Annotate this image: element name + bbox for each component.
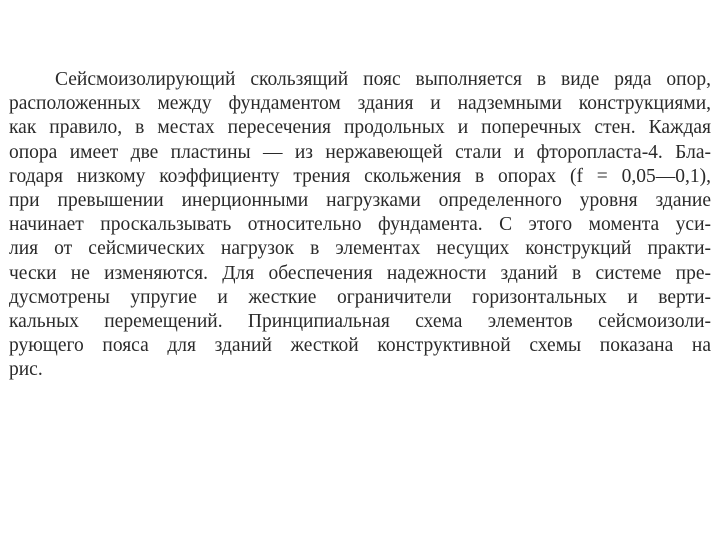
paragraph-line: при превышении инерционными нагрузками определенного уровня здание bbox=[9, 189, 711, 211]
paragraph-line: годаря низкому коэффициенту трения скольжения в опорах (f = 0,05—0,1), bbox=[9, 165, 711, 187]
paragraph bbox=[9, 68, 711, 382]
paragraph-line: лия от сейсмических нагрузок в элементах несущих конструкций практи- bbox=[9, 238, 711, 260]
paragraph-line: Сейсмоизолирующий скользящий пояс выполняется в виде ряда опор, bbox=[55, 69, 711, 90]
paragraph-line: начинает проскальзывать относительно фундамента. С этого момента уси- bbox=[9, 214, 711, 236]
paragraph-line: рующего пояса для зданий жесткой конструктивной схемы показана на bbox=[9, 335, 711, 357]
paragraph-line: дусмотрены упругие и жесткие ограничители горизонтальных и верти- bbox=[9, 286, 711, 308]
paragraph-line: кальных перемещений. Принципиальная схема элементов сейсмоизоли- bbox=[9, 310, 711, 332]
paragraph-line: опора имеет две пластины — из нержавеющей стали и фторопласта-4. Бла- bbox=[9, 141, 711, 163]
paragraph-line: рис. bbox=[9, 359, 43, 381]
paragraph-line: чески не изменяются. Для обеспечения надежности зданий в системе пре- bbox=[9, 262, 711, 284]
paragraph-line: расположенных между фундаментом здания и надземными конструкциями, bbox=[9, 93, 711, 115]
paragraph-line: как правило, в местах пересечения продольных и поперечных стен. Каждая bbox=[9, 117, 711, 139]
